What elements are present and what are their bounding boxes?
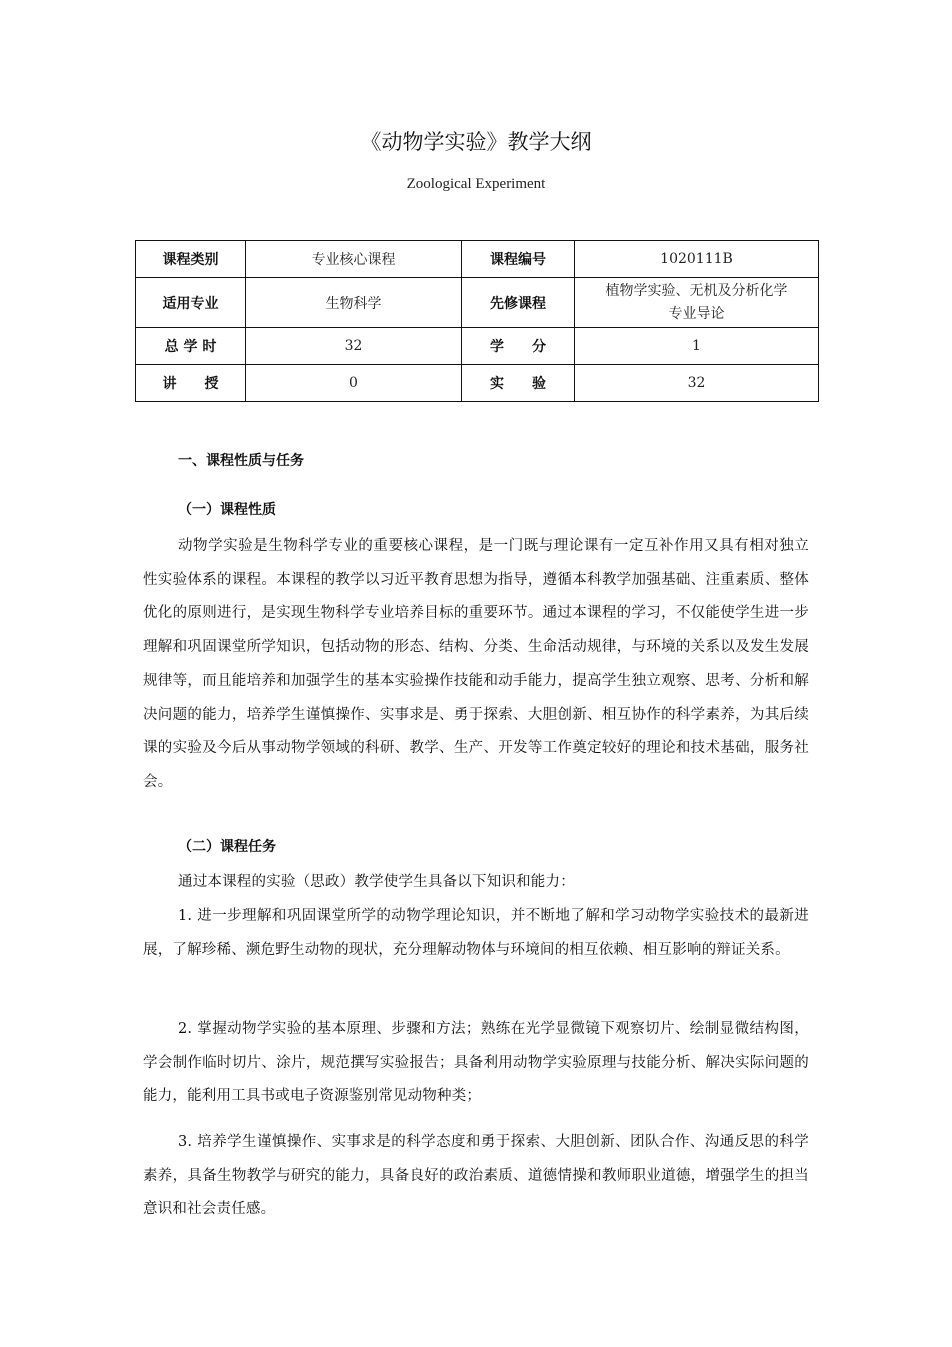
value-prerequisites bbox=[575, 278, 819, 328]
table-row bbox=[136, 328, 819, 365]
label-lecture: 讲 授 bbox=[136, 365, 246, 402]
value-credits: 1 bbox=[575, 328, 819, 365]
value-applicable-major: 生物科学 bbox=[246, 278, 462, 328]
value-total-hours: 32 bbox=[246, 328, 462, 365]
subsection-heading-tasks: （二）课程任务 bbox=[178, 839, 276, 855]
subsection-heading-nature: （一）课程性质 bbox=[178, 502, 276, 518]
page-subtitle: Zoological Experiment bbox=[406, 176, 546, 192]
table-row bbox=[136, 365, 819, 402]
label-course-category: 课程类别 bbox=[136, 241, 246, 278]
label-prerequisites: 先修课程 bbox=[462, 278, 575, 328]
course-nature-paragraph: 动物学实验是生物科学专业的重要核心课程，是一门既与理论课有一定互补作用又具有相对独立性实验体系的课程。本课程的教学以习近平教育思想为指导，遵循本科教学加强基础、注重素质、整体优化的原则进行，是实现生物科学专业培养目标的重要环节。通过本课程的学习，不仅能使学生进一步理解和巩固课堂所学知识，包括动物的形态、结构、分类、生命活动规律，与环境的关系以及发生发展规律等，而且能培养和加强学生的基本实验操作技能和动手能力，提高学生独立观察、思考、分析和解决问题的能力，培养学生谨慎操作、实事求是、勇于探索、大胆创新、相互协作的科学素养，为其后续课的实验及今后从事动物学领域的科研、教学、生产、开发等工作奠定较好的理论和技术基础，服务社会。 bbox=[143, 538, 809, 790]
section-heading: 一、课程性质与任务 bbox=[178, 453, 304, 469]
value-experiment: 32 bbox=[575, 365, 819, 402]
task-item-3: 3. 培养学生谨慎操作、实事求是的科学态度和勇于探索、大胆创新、团队合作、沟通反思的科学素养，具备生物教学与研究的能力，具备良好的政治素质、道德情操和教师职业道德，增强学生的担当意识和社会责任感。 bbox=[143, 1134, 809, 1218]
value-course-code: 1020111B bbox=[575, 241, 819, 278]
task-item-1: 1. 进一步理解和巩固课堂所学的动物学理论知识，并不断地了解和学习动物学实验技术的最新进展，了解珍稀、濒危野生动物的现状，充分理解动物体与环境间的相互依赖、相互影响的辩证关系。 bbox=[143, 908, 809, 958]
label-course-code: 课程编号 bbox=[462, 241, 575, 278]
value-course-category: 专业核心课程 bbox=[246, 241, 462, 278]
prerequisites-line-1: 植物学实验、无机及分析化学 bbox=[605, 282, 788, 299]
course-info-table bbox=[135, 240, 819, 402]
label-credits: 学 分 bbox=[462, 328, 575, 365]
prerequisites-line-2: 专业导论 bbox=[668, 305, 725, 322]
table-row bbox=[136, 278, 819, 328]
table-row bbox=[136, 241, 819, 278]
label-total-hours: 总 学 时 bbox=[136, 328, 246, 365]
value-lecture: 0 bbox=[246, 365, 462, 402]
tasks-intro: 通过本课程的实验（思政）教学使学生具备以下知识和能力： bbox=[178, 874, 575, 890]
task-item-2: 2. 掌握动物学实验的基本原理、步骤和方法；熟练在光学显微镜下观察切片、绘制显微结构图，学会制作临时切片、涂片，规范撰写实验报告；具备利用动物学实验原理与技能分析、解决实际问题的能力，能利用工具书或电子资源鉴别常见动物种类； bbox=[143, 1021, 809, 1105]
label-applicable-major: 适用专业 bbox=[136, 278, 246, 328]
label-experiment: 实 验 bbox=[462, 365, 575, 402]
page-title: 《动物学实验》教学大纲 bbox=[360, 130, 592, 154]
